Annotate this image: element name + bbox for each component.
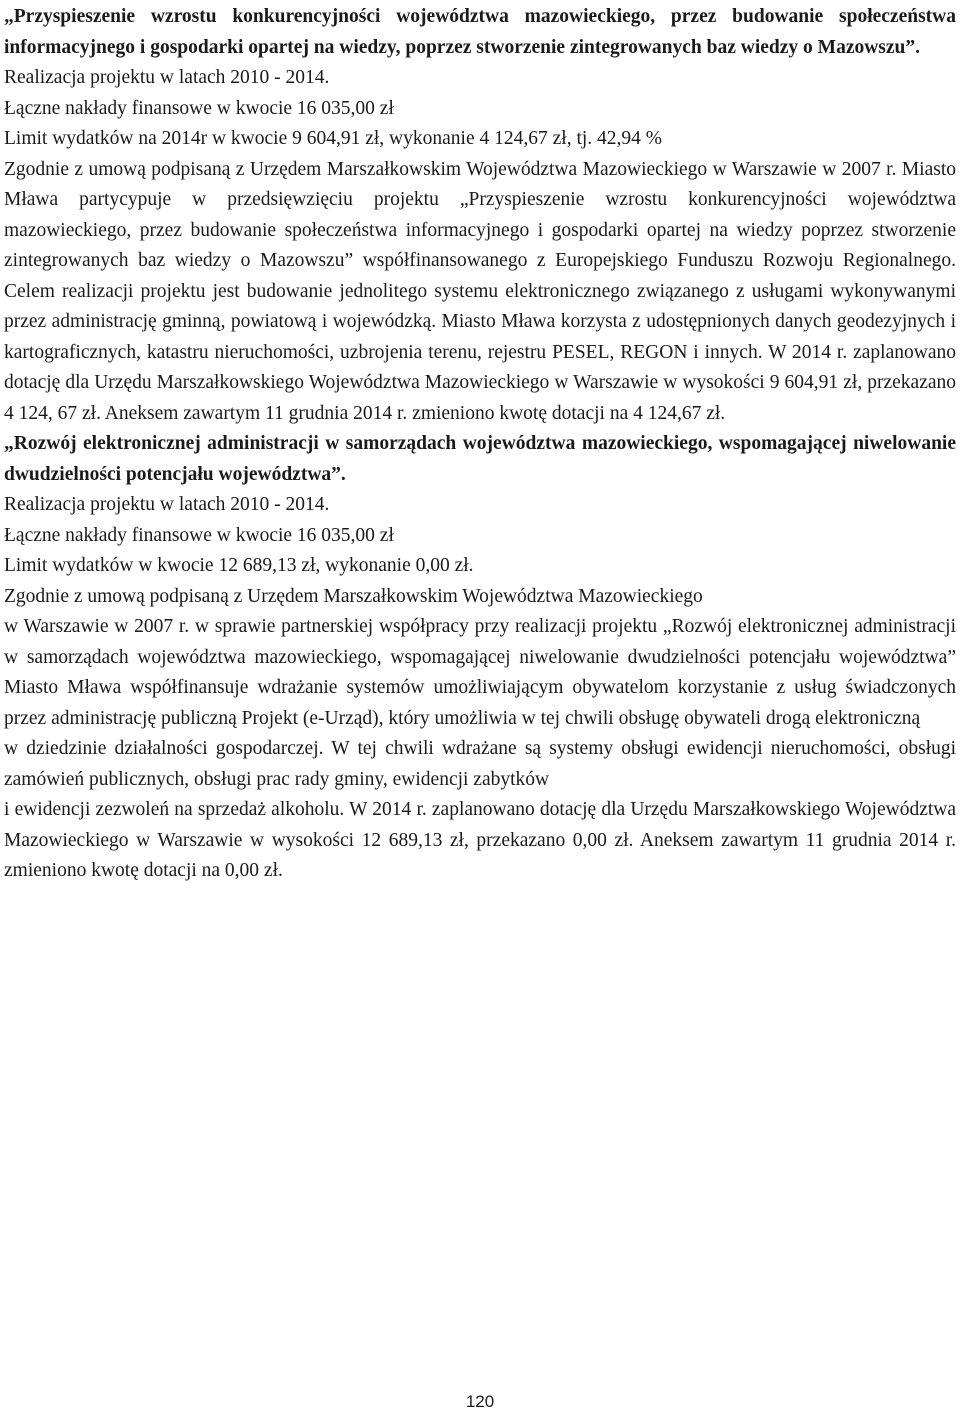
project-total-2: Łączne nakłady finansowe w kwocie 16 035,00 zł (4, 524, 394, 546)
project-agreement-2: Zgodnie z umową podpisaną z Urzędem Marszałkowskim Województwa Mazowieckiego (4, 585, 703, 607)
project-period-2: Realizacja projektu w latach 2010 - 2014. (4, 494, 330, 515)
project-description-2c: i ewidencji zezwoleń na sprzedaż alkoholu. W 2014 r. zaplanowano dotację dla Urzędu Marszałkowskiego Województwa Mazowieckiego w Warszawie w wysokości 12 689,13 zł, przekazano 0,00 zł. Aneksem zawartym 11 grudnia 2014 r. zmieniono kwotę dotacji na 0,00 zł. (4, 799, 956, 881)
project-description-1: Zgodnie z umową podpisaną z Urzędem Marszałkowskim Województwa Mazowieckiego w Warszawie w 2007 r. Miasto Mława partycypuje w przedsięwzięciu projektu „Przyspieszenie wzrostu konkurencyjności województwa mazowieckiego, przez budowanie społeczeństwa informacyjnego i gospodarki opartej na wiedzy poprzez stworzenie zintegrowanych baz wiedzy o Mazowszu” współfinansowanego z Europejskiego Funduszu Rozwoju Regionalnego. Celem realizacji projektu jest budowanie jednolitego systemu elektronicznego związanego z usługami wykonywanymi przez administrację gminną, powiatową i wojewódzką. Miasto Mława korzysta z udostępnionych danych geodezyjnych i kartograficznych, katastru nieruchomości, uzbrojenia terenu, rejestru PESEL, REGON i innych. W 2014 r. zaplanowano dotację dla Urzędu Marszałkowskiego Województwa Mazowieckiego w Warszawie w wysokości 9 604,91 zł, przekazano 4 124, 67 zł. Aneksem zawartym 11 grudnia 2014 r. zmieniono kwotę dotacji na 4 124,67 zł. (4, 158, 956, 424)
project-description-2b: w dziedzinie działalności gospodarczej. W tej chwili wdrażane są systemy obsługi ewidencji nieruchomości, obsługi zamówień publicznych, obsługi prac rady gminy, ewidencji zabytków (4, 738, 956, 790)
project-title-1: „Przyspieszenie wzrostu konkurencyjności województwa mazowieckiego, przez budowanie społeczeństwa informacyjnego i gospodarki opartej na wiedzy, poprzez stworzenie zintegrowanych baz wiedzy o Mazowszu”. (4, 6, 956, 58)
project-description-2a: w Warszawie w 2007 r. w sprawie partnerskiej współpracy przy realizacji projektu „Rozwój elektronicznej administracji w samorządach województwa mazowieckiego, wspomagającej niwelowanie dwudzielności potencjału województwa” Miasto Mława współfinansuje wdrażanie systemów umożliwiającym obywatelom korzystanie z usług świadczonych przez administrację publiczną Projekt (e-Urząd), który umożliwia w tej chwili obsługę obywateli drogą elektroniczną (4, 616, 956, 729)
project-title-2: „Rozwój elektronicznej administracji w samorządach województwa mazowieckiego, wspomagającej niwelowanie dwudzielności potencjału województwa”. (4, 433, 956, 485)
project-period-1: Realizacja projektu w latach 2010 - 2014. (4, 67, 330, 88)
project-total-1: Łączne nakłady finansowe w kwocie 16 035,00 zł (4, 97, 394, 119)
document-body (4, 2, 956, 887)
project-limit-1: Limit wydatków na 2014r w kwocie 9 604,91 zł, wykonanie 4 124,67 zł, tj. 42,94 % (4, 128, 663, 149)
page-number: 120 (465, 1392, 495, 1411)
project-limit-2: Limit wydatków w kwocie 12 689,13 zł, wykonanie 0,00 zł. (4, 555, 474, 576)
